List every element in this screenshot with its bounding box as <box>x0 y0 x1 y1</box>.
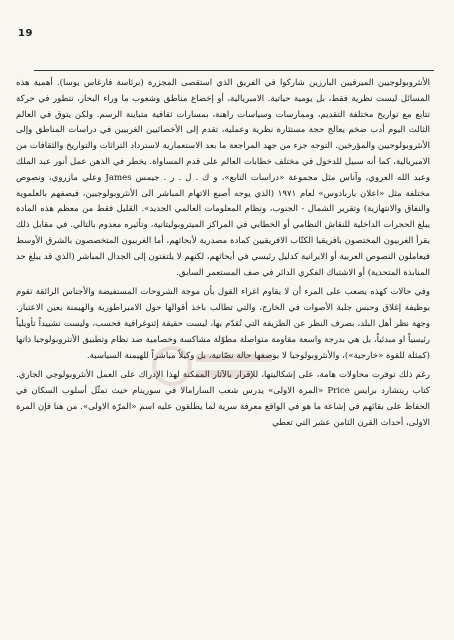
page-number: 19 <box>18 28 33 39</box>
body-text <box>16 76 430 632</box>
paragraph-3: رغم ذلك توفرت محاولات هامة، على إشكاليتها، للإقرار بالآثار الممكنة لهذا الإدراك على العمل الأنثروبولوجي الجاري. كتاب ريتشارد برايس Price «المرة الاولى» يدرس شعب السارامالا في سورينام حيث تمثّل أسلوب السكان في الحفاظ على بقائهم في إشاعة ما هو في الواقع معرفة سرية لما يطلقون عليه اسم «المرّة الاولى». من هنا فإن المرة الاولى، أحداث القرن الثامن عشر التي تعطي <box>16 370 430 428</box>
header-rule <box>34 70 434 71</box>
paragraph-2: وفي حالات كهذه يصعب على المرء أن لا يقاوم اغراء القول بأن موجة الشروحات المستفيضة والأجناس الرائقة تقوم بوظيفة إغلاق وحبس جلبة الأصوات في الخارج، والتي تطالب باخذ أقوالها حول الامبراطورية والهيمنة بعين الاعتبار. وجهة نظر أهل البلد، بصرف النظر عن الطريقة التي تُقدّم بها، ليست حقيقة إثنوغرافية فحسب، وليست تشييداً تأويلياً رئيسياً او مبدئياً، بل هي بدرجة واسعة مقاومة متواصلة مطوّلة مشاكسة وخصامية ضد نظام وتطبيق الأنثروبولوجيا ذاتها (كمثلة للقوة «خارجية»)، والأنثروبولوجيا لا بوصفها حالة نصّانية، بل وكيلاً مباشراً للهيمنة السياسية. <box>16 287 430 361</box>
paragraph-1: الأنثروبولوجيين الميرفيين البارزين شاركوا في الفريق الذي استقصى المجزرة (برئاسة فارغاس يوسا). أهمية هذه المسائل ليست نظرية فقط، بل يومية حياتية. الامبريالية، أو إخضاع مناطق وشعوب ما وراء البحار، تتطور في حركة تتابع مع تواريخ مختلفة التقديم، وممارسات وسياسات راهنة، بمسارات ثقافية متباينة الرسم. ولكن يتوق في العالم الثالث اليوم أدب ضخم يعالج حجة مستثارة نظرية وعملية، تقدم إلى الأخصائيين الغربيين في دراسات المناطق وإلى الأنثروبولوجيين والمؤرخين. التوجه جزء من جهد المراجعة ما بعد الاستعمارية لاسترداد التراثات والتواريخ والثقافات من الامبريالية، كما أنه سبيل للدخول في مختلف خطابات العالم على قدم المساواة. يخطر في الذهن عمل أنور عبد الملك وعبد الله العروي، وآناس مثل مجموعة «دراسات التابع»، و ك . ل . ر . جيمس James وعلي مازروي، ونصوص مختلفة مثل «اعلان باربادوس» لعام ١٩٧١ (الذي يوجه أصبع الاتهام المباشر الى الأنثروبولوجيين، فيصفهم بالعلموية والنفاق والانتهازية) وتقرير الشمال - الجنوب، ونظام المعلومات العالمي الجديد». القليل فقط من معظم هذه المادة يبلغ الحجرات الداخلية للنقاش النظامي أو الخطابي في المراكز الميتروبوليتانية، وتأثيره معدوم بالتالي. في مقابل ذلك يقرأ الغربيون المختصون بافريقيا الكتّاب الافريقيين كمادة مصدرية لأبحاثهم، أما الغربيون المتخصصون بالشرق الأوسط فيعاملون النصوص العربية أو الايرانية كدليل رئيسي في أبحاثهم، لكنهم لا يلتفتون إلى الجدال المباشر (الذي قد يبلغ حد المنابذة المتحدية) أو الاشتباك الفكري الدائر في صف المستعمر السابق. <box>16 78 430 278</box>
